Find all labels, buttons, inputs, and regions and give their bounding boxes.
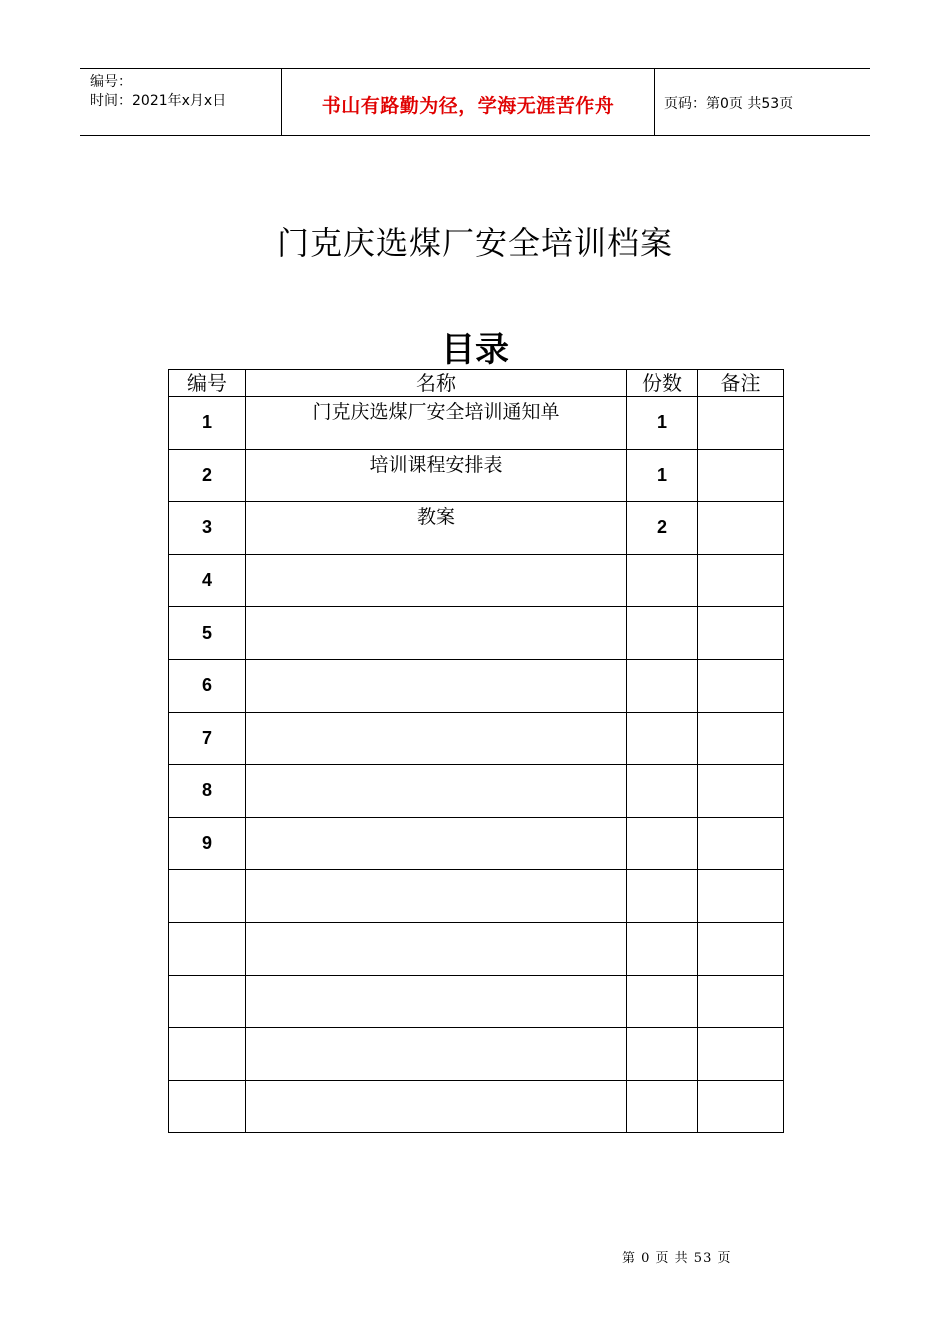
table-row bbox=[169, 607, 784, 660]
table-row bbox=[169, 712, 784, 765]
table-row bbox=[169, 659, 784, 712]
row-number bbox=[169, 922, 246, 975]
table-row bbox=[169, 975, 784, 1028]
table-row bbox=[169, 922, 784, 975]
row-note bbox=[698, 765, 784, 818]
row-name bbox=[246, 975, 627, 1028]
row-quantity bbox=[627, 554, 698, 607]
header-motto-cell bbox=[282, 69, 655, 135]
toc-header-row bbox=[169, 370, 784, 397]
table-row bbox=[169, 1080, 784, 1133]
col-header-note: 备注 bbox=[698, 370, 784, 397]
row-number bbox=[169, 870, 246, 923]
row-note bbox=[698, 502, 784, 555]
row-quantity: 1 bbox=[627, 449, 698, 502]
table-row bbox=[169, 765, 784, 818]
row-note bbox=[698, 712, 784, 765]
row-number bbox=[169, 1028, 246, 1081]
row-quantity bbox=[627, 1080, 698, 1133]
row-note bbox=[698, 449, 784, 502]
page-info-text: 页码：第0页 共53页 bbox=[664, 96, 794, 112]
row-name bbox=[246, 922, 627, 975]
table-row bbox=[169, 502, 784, 555]
row-quantity bbox=[627, 975, 698, 1028]
row-note bbox=[698, 1028, 784, 1081]
row-number bbox=[169, 1080, 246, 1133]
row-number: 7 bbox=[169, 712, 246, 765]
time-label: 时间：2021年x月x日 bbox=[90, 93, 227, 109]
row-quantity bbox=[627, 765, 698, 818]
row-number bbox=[169, 975, 246, 1028]
table-row bbox=[169, 870, 784, 923]
row-name bbox=[246, 607, 627, 660]
row-name bbox=[246, 817, 627, 870]
toc-table bbox=[168, 369, 784, 1133]
row-quantity: 2 bbox=[627, 502, 698, 555]
row-note bbox=[698, 817, 784, 870]
row-name bbox=[246, 659, 627, 712]
row-number: 5 bbox=[169, 607, 246, 660]
col-header-name: 名称 bbox=[246, 370, 627, 397]
number-label: 编号： bbox=[90, 74, 132, 90]
row-quantity bbox=[627, 607, 698, 660]
row-number: 8 bbox=[169, 765, 246, 818]
row-note bbox=[698, 554, 784, 607]
row-note bbox=[698, 659, 784, 712]
row-note bbox=[698, 1080, 784, 1133]
row-name: 教案 bbox=[246, 502, 627, 555]
header-page-info bbox=[655, 69, 870, 135]
table-row bbox=[169, 397, 784, 450]
table-row bbox=[169, 1028, 784, 1081]
row-note bbox=[698, 870, 784, 923]
row-number: 4 bbox=[169, 554, 246, 607]
row-name bbox=[246, 765, 627, 818]
row-name bbox=[246, 870, 627, 923]
col-header-quantity: 份数 bbox=[627, 370, 698, 397]
row-number: 1 bbox=[169, 397, 246, 450]
row-number: 2 bbox=[169, 449, 246, 502]
row-note bbox=[698, 607, 784, 660]
row-number: 9 bbox=[169, 817, 246, 870]
header-meta bbox=[80, 69, 282, 135]
page-footer: 第 0 页 共 53 页 bbox=[622, 1251, 732, 1266]
row-quantity bbox=[627, 817, 698, 870]
row-quantity bbox=[627, 659, 698, 712]
row-quantity bbox=[627, 712, 698, 765]
row-name bbox=[246, 1080, 627, 1133]
row-name bbox=[246, 1028, 627, 1081]
row-quantity: 1 bbox=[627, 397, 698, 450]
table-row bbox=[169, 449, 784, 502]
row-name: 门克庆选煤厂安全培训通知单 bbox=[246, 397, 627, 450]
row-note bbox=[698, 397, 784, 450]
row-number: 3 bbox=[169, 502, 246, 555]
row-quantity bbox=[627, 1028, 698, 1081]
col-header-number: 编号 bbox=[169, 370, 246, 397]
document-title: 门克庆选煤厂安全培训档案 bbox=[276, 224, 673, 262]
page-header bbox=[80, 68, 870, 136]
header-motto: 书山有路勤为径，学海无涯苦作舟 bbox=[321, 94, 615, 117]
table-row bbox=[169, 817, 784, 870]
row-name bbox=[246, 554, 627, 607]
row-name: 培训课程安排表 bbox=[246, 449, 627, 502]
row-note bbox=[698, 922, 784, 975]
table-row bbox=[169, 554, 784, 607]
row-number: 6 bbox=[169, 659, 246, 712]
row-name bbox=[246, 712, 627, 765]
toc-title: 目录 bbox=[441, 330, 509, 370]
row-note bbox=[698, 975, 784, 1028]
row-quantity bbox=[627, 922, 698, 975]
row-quantity bbox=[627, 870, 698, 923]
